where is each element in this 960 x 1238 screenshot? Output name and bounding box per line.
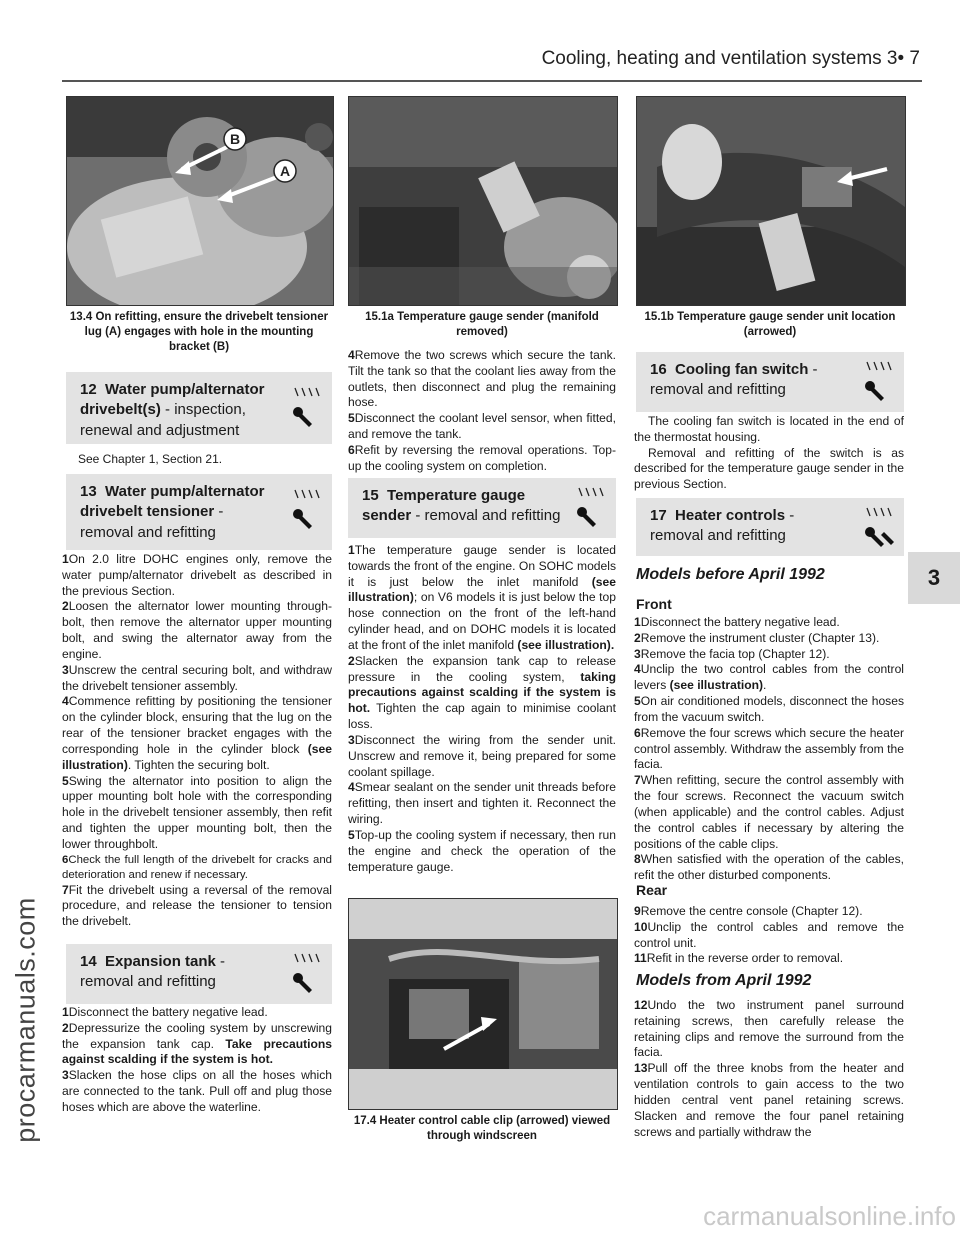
- photo-temp-sender-manifold: [348, 96, 618, 306]
- section-number: 15: [362, 487, 379, 504]
- heading-front: Front: [636, 596, 672, 612]
- spanner-icon: [290, 950, 324, 996]
- section-13-body: [62, 552, 332, 930]
- section-14-body-b: [348, 348, 616, 475]
- paragraph: 2Slacken the expansion tank cap to release pressure in the cooling system, taking precautions against scalding if the system is hot. Tighten the cap again to minimise coolant loss.: [348, 653, 616, 732]
- section-title-bold: Temperature gauge sender: [362, 487, 526, 525]
- photo-temp-sender-location: [636, 96, 906, 306]
- section-15-heading: [348, 478, 616, 538]
- page-header-title: Cooling, heating and ventilation systems 3• 7: [541, 48, 920, 69]
- paragraph: 2Depressurize the cooling system by unscrewing the expansion tank cap. Take precautions against scalding if the system is hot.: [62, 1020, 332, 1067]
- paragraph: The cooling fan switch is located in the end of the thermostat housing.: [634, 414, 904, 444]
- paragraph: 6Check the full length of the drivebelt for cracks and deterioration and renew if necessary.: [62, 853, 332, 881]
- paragraph: 2Remove the instrument cluster (Chapter 13).: [634, 630, 880, 645]
- paragraph: 10Unclip the control cables and remove the control unit.: [634, 919, 904, 950]
- spanner-icon: [862, 504, 896, 550]
- section-title-rest: - removal and refitting: [650, 507, 795, 545]
- section-title-bold: Cooling fan switch: [675, 361, 809, 378]
- paragraph: 1On 2.0 litre DOHC engines only, remove the water pump/alternator drivebelt as described in the previous Section.: [62, 552, 332, 598]
- paragraph: 4Smear sealant on the sender unit threads before refitting, then insert and tighten it. Reconnect the wiring.: [348, 780, 616, 827]
- paragraph: 1Disconnect the battery negative lead.: [634, 615, 840, 629]
- section-14-body-a: [62, 1005, 332, 1116]
- paragraph: 1The temperature gauge sender is located towards the front of the engine. On SOHC models it is just below the inlet manifold (see illustration); on V6 models it is just below the top hose connection on the front of the left-hand cylinder head, and on DOHC models it is located at the front of the inlet manifold (see illustration).: [348, 543, 616, 652]
- section-number: 14: [80, 953, 97, 970]
- section-13-heading: [66, 474, 332, 550]
- paragraph: 7When refitting, secure the control assembly with the four screws. Reconnect the vacuum switch (when applicable) and the control cables. Adjust the control cables if necessary by altering the positions of the cable clips.: [634, 773, 904, 851]
- paragraph: 3Unscrew the central securing bolt, and withdraw the drivebelt tensioner assembly.: [62, 662, 332, 693]
- chapter-tab: 3: [908, 552, 960, 604]
- paragraph: 2Loosen the alternator lower mounting through-bolt, then remove the alternator upper mounting bolt, and swing the alternator away from the engine.: [62, 599, 332, 661]
- section-title-rest: - removal and refitting: [80, 503, 224, 541]
- section-title-rest: - removal and refitting: [411, 507, 561, 525]
- paragraph: 5Swing the alternator into position to align the upper mounting bolt hole with the corresponding hole in the drivebelt tensioner assembly, then refit and tighten the upper mounting bolt, then the lower throughbolt.: [62, 773, 332, 851]
- paragraph: 11Refit in the reverse order to removal.: [634, 951, 844, 966]
- paragraph: 6Remove the four screws which secure the heater control assembly. Withdraw the assembly from the facia.: [634, 725, 904, 772]
- heading-models-from: Models from April 1992: [636, 972, 812, 989]
- section-number: 13: [80, 483, 97, 500]
- paragraph: 4Commence refitting by positioning the tensioner on the cylinder block, ensuring that the lug on the rear of the tensioner bracket engages with the corresponding hole in the cylinder block (see illustration). Tighten the securing bolt.: [62, 694, 332, 772]
- section-15-body: [348, 543, 616, 875]
- label-b: B: [229, 131, 241, 147]
- paragraph: 5Disconnect the coolant level sensor, when fitted, and remove the tank.: [348, 411, 616, 442]
- side-watermark: [6, 820, 46, 1220]
- section-title-rest: - inspection, renewal and adjustment: [80, 401, 246, 439]
- caption-photo4: 17.4 Heater control cable clip (arrowed) viewed through windscreen: [353, 1115, 611, 1142]
- section-title-bold: Water pump/alternator drivebelt tensioner: [80, 483, 265, 521]
- photo-drivebelt-tensioner: [66, 96, 334, 306]
- section-title-bold: Expansion tank: [105, 953, 216, 970]
- paragraph: 13Pull off the three knobs from the heater and ventilation controls to gain access to the two hidden central vent panel retaining screws. Slacken and remove the four panel retaining screws and partially withdraw the: [634, 1061, 904, 1139]
- footer-watermark: carmanualsonline.info: [703, 1201, 956, 1231]
- section-number: 16: [650, 361, 667, 378]
- section-title-rest: - removal and refitting: [650, 361, 818, 399]
- section-17-rear-body: [634, 904, 904, 967]
- header-rule: [62, 80, 922, 82]
- paragraph: 3Disconnect the wiring from the sender unit. Unscrew and remove it, being prepared for some coolant spillage.: [348, 732, 616, 779]
- section-12-note: See Chapter 1, Section 21.: [78, 452, 223, 466]
- paragraph: Removal and refitting of the switch is as described for the temperature gauge sender in the previous Section.: [634, 445, 904, 492]
- caption-photo1: 13.4 On refitting, ensure the drivebelt tensioner lug (A) engages with hole in the mounting bracket (B): [69, 311, 329, 353]
- section-title-rest: - removal and refitting: [80, 953, 226, 991]
- spanner-icon: [290, 384, 324, 430]
- paragraph: 4Remove the two screws which secure the tank. Tilt the tank so that the coolant lies away from the outlets, then disconnect and plug the remaining hose.: [348, 348, 616, 410]
- section-title-bold: Water pump/alternator drivebelt(s): [80, 381, 265, 419]
- paragraph: 5On air conditioned models, disconnect the hoses from the vacuum switch.: [634, 694, 904, 724]
- photo-heater-cable-clip: [348, 898, 618, 1110]
- spanner-icon: [862, 358, 896, 404]
- section-12-heading: [66, 372, 332, 444]
- section-number: 17: [650, 507, 667, 524]
- section-17-heading: [636, 498, 904, 556]
- caption-photo2: 15.1a Temperature gauge sender (manifold removed): [365, 311, 599, 338]
- heading-rear: Rear: [636, 882, 668, 898]
- paragraph: 8When satisfied with the operation of the cables, refit the other disturbed components.: [634, 852, 904, 883]
- spanner-icon: [290, 486, 324, 532]
- paragraph: 1Disconnect the battery negative lead.: [62, 1005, 268, 1019]
- paragraph: 9Remove the centre console (Chapter 12).: [634, 904, 863, 918]
- section-17-front-body: [634, 615, 904, 884]
- spanner-icon: [574, 484, 608, 530]
- section-16-heading: [636, 352, 904, 412]
- paragraph: 4Unclip the two control cables from the control levers (see illustration).: [634, 662, 904, 693]
- side-watermark-text: procarmanuals.com: [10, 897, 41, 1143]
- section-17-later-body: [634, 998, 904, 1140]
- paragraph: 7Fit the drivebelt using a reversal of the removal procedure, and release the tensioner to tension the drivebelt.: [62, 882, 332, 929]
- section-number: 12: [80, 381, 97, 398]
- paragraph: 3Slacken the hose clips on all the hoses which are connected to the tank. Pull off and plug those hoses which are above the waterline.: [62, 1068, 332, 1114]
- paragraph: 12Undo the two instrument panel surround retaining screws, then carefully release the retaining clips and remove the surround from the facia.: [634, 998, 904, 1060]
- section-16-body: [634, 414, 904, 493]
- label-a: A: [279, 163, 291, 179]
- paragraph: 3Remove the facia top (Chapter 12).: [634, 646, 830, 661]
- heading-models-before: Models before April 1992: [636, 566, 825, 583]
- paragraph: 5Top-up the cooling system if necessary, then run the engine and check the operation of the temperature gauge.: [348, 827, 616, 874]
- section-title-bold: Heater controls: [675, 507, 786, 524]
- paragraph: 6Refit by reversing the removal operations. Top-up the cooling system on completion.: [348, 442, 616, 473]
- caption-photo3: 15.1b Temperature gauge sender unit location (arrowed): [644, 311, 896, 338]
- section-14-heading: [66, 944, 332, 1004]
